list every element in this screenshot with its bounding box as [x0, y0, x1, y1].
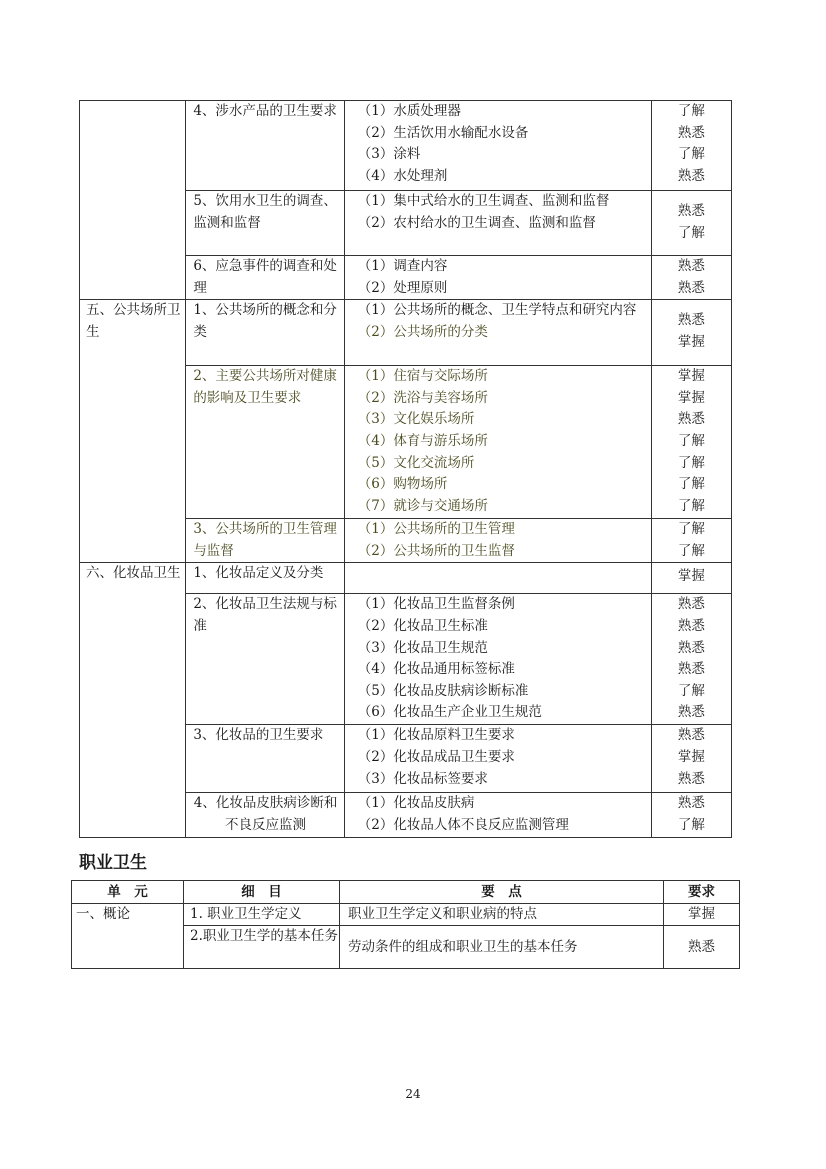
point-text: （1）住宿与交际场所 [357, 368, 488, 385]
item-text: 1、化妆品定义及分类 [193, 565, 324, 582]
item-cell [186, 725, 344, 793]
item-cell [186, 101, 344, 191]
point-text: （3）化妆品卫生规范 [357, 639, 488, 656]
requirement-text: 了解 [677, 224, 705, 241]
requirement-cell [651, 519, 731, 563]
requirement-text: 熟悉 [677, 312, 705, 329]
requirement-text: 了解 [677, 816, 705, 833]
point-text: （1）化妆品卫生监督条例 [357, 596, 515, 613]
points-cell [344, 725, 651, 793]
item-cell [186, 563, 344, 594]
point-text: （2）农村给水的卫生调查、监测和监督 [357, 214, 596, 231]
item-text: 2、主要公共场所对健康的影响及卫生要求 [193, 368, 337, 406]
item-text: 6、应急事件的调查和处理 [193, 258, 337, 296]
point-text: （4）体育与游乐场所 [357, 432, 488, 449]
unit-cell [80, 563, 186, 838]
point-text: （2）化妆品人体不良反应监测管理 [357, 816, 569, 833]
requirement-cell: 熟悉 [664, 926, 740, 969]
item-text: 3、化妆品的卫生要求 [193, 727, 324, 744]
content-table [79, 100, 732, 838]
requirement-text: 掌握 [677, 333, 705, 350]
points-cell [344, 594, 651, 725]
unit-cell [80, 101, 186, 300]
requirement-text: 掌握 [677, 389, 705, 406]
point-text: （2）洗浴与美容场所 [357, 389, 488, 406]
table-row [72, 904, 740, 926]
requirement-cell [651, 101, 731, 191]
requirement-text: 熟悉 [677, 124, 705, 141]
points-cell [344, 191, 651, 256]
points-cell [344, 366, 651, 519]
requirement-text: 了解 [677, 103, 705, 119]
requirement-cell [651, 366, 731, 519]
unit-cell [80, 300, 186, 563]
point-text: （6）化妆品生产企业卫生规范 [357, 704, 542, 721]
item-cell [186, 256, 344, 300]
requirement-text: 熟悉 [677, 770, 705, 787]
point-text: （3）文化娱乐场所 [357, 411, 475, 428]
requirement-text: 了解 [677, 542, 705, 559]
points-cell [344, 256, 651, 300]
table-row [80, 300, 732, 366]
point-text: （1）公共场所的卫生管理 [357, 521, 515, 538]
point-text: （2）化妆品成品卫生要求 [357, 748, 515, 765]
point-text: （1）化妆品皮肤病 [357, 795, 475, 812]
requirement-cell [651, 191, 731, 256]
item-text: 4、涉水产品的卫生要求 [193, 103, 337, 119]
item-cell [186, 300, 344, 366]
item-cell [186, 519, 344, 563]
item-cell: 1. 职业卫生学定义 [184, 904, 340, 926]
requirement-text: 熟悉 [677, 617, 705, 634]
section-title: 职业卫生 [79, 853, 147, 873]
header-unit: 单 元 [72, 881, 184, 904]
unit-text: 五、公共场所卫生 [86, 302, 181, 340]
point-text: （5）文化交流场所 [357, 454, 475, 471]
point-text: （1）化妆品原料卫生要求 [357, 727, 515, 744]
requirement-text: 熟悉 [677, 258, 705, 274]
header-item: 细 目 [184, 881, 340, 904]
point-text: （5）化妆品皮肤病诊断标准 [357, 682, 529, 699]
requirement-cell [651, 725, 731, 793]
point-text: （3）化妆品标签要求 [357, 770, 488, 787]
item-text: 1、公共场所的概念和分类 [193, 302, 337, 340]
requirement-text: 了解 [677, 454, 705, 471]
requirement-text: 掌握 [677, 748, 705, 765]
requirement-cell [651, 793, 731, 838]
item-text: 2、化妆品卫生法规与标准 [193, 596, 337, 634]
point-text: （6）购物场所 [357, 476, 448, 493]
point-text: （7）就诊与交通场所 [357, 497, 488, 514]
requirement-cell [651, 594, 731, 725]
points-cell [344, 101, 651, 191]
table-row [80, 563, 732, 594]
points-cell [344, 793, 651, 838]
points-cell: 职业卫生学定义和职业病的特点 [340, 904, 664, 926]
requirement-cell [651, 256, 731, 300]
requirement-text: 熟悉 [677, 167, 705, 184]
requirement-text: 熟悉 [677, 795, 705, 812]
requirement-text: 熟悉 [677, 279, 705, 296]
point-text: （4）水处理剂 [357, 167, 448, 184]
item-text: 3、公共场所的卫生管理与监督 [193, 521, 337, 559]
header-points: 要 点 [340, 881, 664, 904]
table-header-row [72, 881, 740, 904]
requirement-text: 了解 [677, 432, 705, 449]
requirement-text: 熟悉 [677, 661, 705, 678]
requirement-text: 了解 [677, 146, 705, 163]
point-text: （1）公共场所的概念、卫生学特点和研究内容 [357, 302, 637, 319]
page-number: 24 [405, 1087, 421, 1101]
table-row [80, 101, 732, 191]
header-requirement: 要求 [664, 881, 740, 904]
requirement-cell [651, 563, 731, 594]
item-cell [186, 191, 344, 256]
point-text: （3）涂料 [357, 146, 421, 163]
requirement-text: 熟悉 [677, 727, 705, 744]
requirement-text: 熟悉 [677, 704, 705, 721]
points-cell [344, 563, 651, 594]
requirement-text: 熟悉 [677, 203, 705, 219]
requirement-cell: 掌握 [664, 904, 740, 926]
item-text: 5、饮用水卫生的调查、监测和监督 [193, 193, 337, 231]
points-cell [344, 519, 651, 563]
point-text: （2）公共场所的卫生监督 [357, 542, 515, 559]
point-text: （1）水质处理器 [357, 103, 461, 119]
item-text: 4、化妆品皮肤病诊断和不良反应监测 [193, 795, 338, 833]
unit-text: 六、化妆品卫生 [86, 565, 181, 582]
requirement-text: 掌握 [677, 368, 705, 385]
requirement-text: 了解 [677, 682, 705, 699]
requirement-text: 了解 [677, 476, 705, 493]
point-text: （2）生活饮用水输配水设备 [357, 124, 529, 141]
item-cell [186, 793, 344, 838]
requirement-text: 熟悉 [677, 411, 705, 428]
point-text: （2）处理原则 [357, 279, 448, 296]
point-text: （2）化妆品卫生标准 [357, 617, 488, 634]
requirement-cell [651, 300, 731, 366]
points-cell: 劳动条件的组成和职业卫生的基本任务 [340, 926, 664, 969]
requirement-text: 熟悉 [677, 596, 705, 613]
occupational-health-table [71, 880, 740, 969]
point-text: （1）集中式给水的卫生调查、监测和监督 [357, 193, 610, 209]
points-cell [344, 300, 651, 366]
unit-cell: 一、概论 [72, 904, 184, 969]
point-text: （1）调查内容 [357, 258, 448, 274]
item-cell [186, 366, 344, 519]
requirement-text: 熟悉 [677, 639, 705, 656]
requirement-text: 掌握 [677, 568, 705, 585]
requirement-text: 了解 [677, 521, 705, 538]
item-cell [186, 594, 344, 725]
requirement-text: 了解 [677, 497, 705, 514]
point-text: （2）公共场所的分类 [357, 323, 488, 340]
point-text: （4）化妆品通用标签标准 [357, 661, 515, 678]
item-cell: 2.职业卫生学的基本任务 [184, 926, 340, 969]
